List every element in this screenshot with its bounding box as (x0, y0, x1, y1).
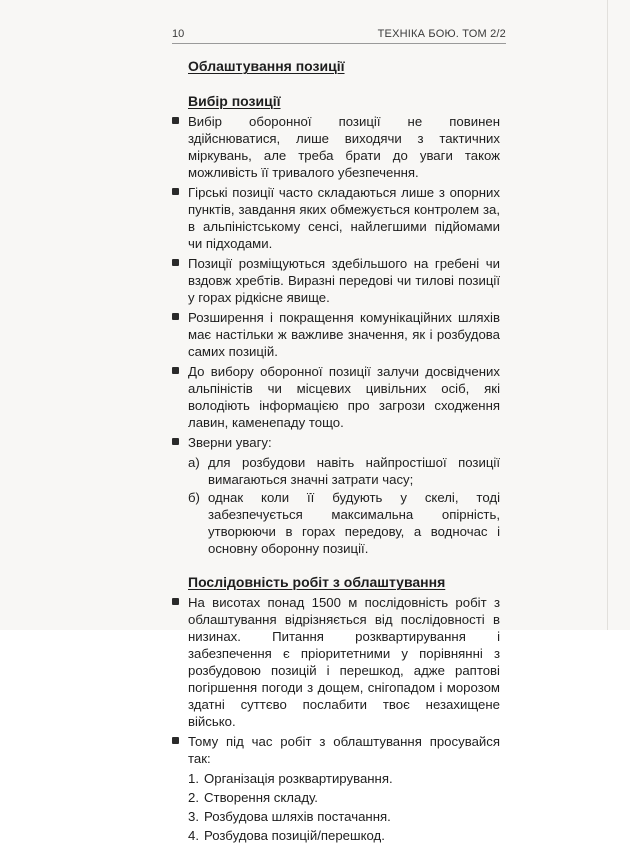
work-sequence-list (170, 594, 500, 767)
page-content (170, 58, 500, 846)
list-item: Вибір оборонної позиції не повинен здійснюватися, лише виходячи з тактичних міркувань, але треба брати до уваги також можливість її тривалого убезпечення. (170, 113, 500, 181)
list-item: На висотах понад 1500 м послідовність робіт з облаштування відрізняється від послідовності в низинах. Питання розквартирування і забезпечення є пріоритетними у порівнянні з розбудовою позицій і перешкод, адже раптові погіршення погоди з дощем, снігопадом і морозом здатні суттєво послабити твоє незахищене військо. (170, 594, 500, 730)
square-bullet-icon (172, 259, 179, 266)
step-item: 2. Створення складу. (188, 790, 318, 805)
sublist-item: а) для розбудови навіть найпростішої позиції вимагаються значні затрати часу; (188, 455, 500, 487)
section-title: Облаштування позиції (188, 58, 345, 74)
square-bullet-icon (172, 313, 179, 320)
list-item: Позиції розміщуються здебільшого на гребені чи вздовж хребтів. Виразні передові чи тилові позиції у горах рідкісне явище. (170, 255, 500, 306)
list-item: Розширення і покращення комунікаційних шляхів має настільки ж важливе значення, як і розбудова самих позицій. (170, 309, 500, 360)
square-bullet-icon (172, 117, 179, 124)
square-bullet-icon (172, 367, 179, 374)
square-bullet-icon (172, 737, 179, 744)
list-item: Тому під час робіт з облаштування просувайся так: (170, 733, 500, 767)
square-bullet-icon (172, 188, 179, 195)
list-item: До вибору оборонної позиції залучи досвідчених альпіністів чи місцевих цивільних осіб, які володіють інформацією про загрози сходження лавин, каменепаду тощо. (170, 363, 500, 431)
list-item: Гірські позиції часто складаються лише з опорних пунктів, завдання яких обмежується контролем за, в альпіністському сенсі, найлегшими підйомами чи підходами. (170, 184, 500, 252)
position-choice-list (170, 113, 500, 451)
attention-sublist (170, 454, 500, 557)
step-item: 4. Розбудова позицій/перешкод. (188, 828, 385, 843)
running-header (172, 26, 506, 42)
sublist-item: б) однак коли її будують у скелі, тоді забезпечується максимальна опірність, утворюючи в горах передову, а водночас і основну оборонну позиції. (188, 490, 500, 556)
running-title: ТЕХНІКА БОЮ. ТОМ 2/2 (377, 28, 506, 40)
subsection-title-work-sequence: Послідовність робіт з облаштування (188, 574, 446, 590)
header-rule (172, 43, 506, 44)
steps-list (170, 770, 500, 844)
square-bullet-icon (172, 438, 179, 445)
step-item: 3. Розбудова шляхів постачання. (188, 809, 391, 824)
page-number: 10 (172, 28, 185, 40)
step-item: 1. Організація розквартирування. (188, 771, 393, 786)
page-edge (607, 0, 608, 630)
subsection-title-position-choice: Вибір позиції (188, 93, 281, 109)
square-bullet-icon (172, 598, 179, 605)
list-item: Зверни увагу: (170, 434, 500, 451)
